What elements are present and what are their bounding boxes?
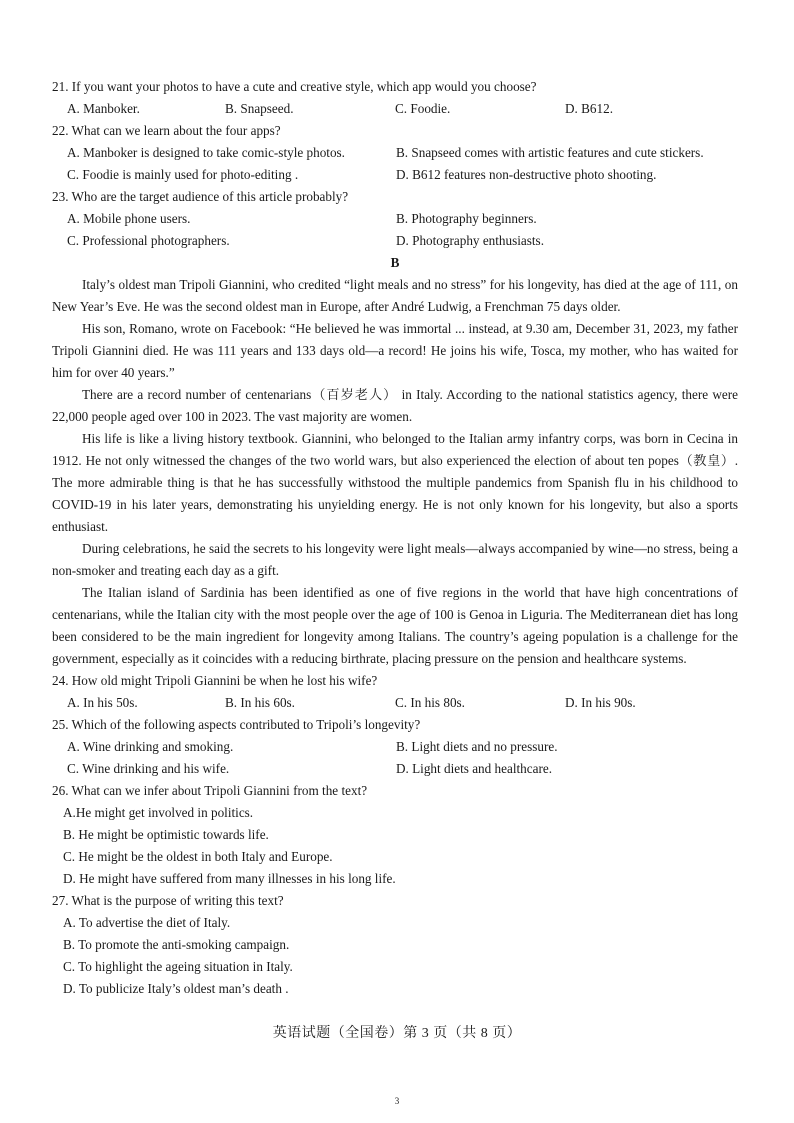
option-c: C. Professional photographers. (67, 233, 230, 248)
option-d: D. To publicize Italy’s oldest man’s death . (63, 981, 289, 996)
question-25: 25. Which of the following aspects contributed to Tripoli’s longevity? (52, 717, 421, 732)
option-c: C. He might be the oldest in both Italy and Europe. (63, 849, 333, 864)
passage-paragraph-3: There are a record number of centenarians（百岁老人） in Italy. According to the national statistics agency, there were 22,000 people aged over 100 in 2023. The vast majority are women. (52, 387, 738, 424)
option-d: D. Photography enthusiasts. (396, 233, 544, 248)
option-d: D. In his 90s. (565, 695, 636, 710)
question-22-options-row1 (52, 142, 738, 164)
question-21: 21. If you want your photos to have a cute and creative style, which app would you choose? (52, 79, 537, 94)
passage-paragraph-1: Italy’s oldest man Tripoli Giannini, who credited “light meals and no stress” for his longevity, has died at the age of 111, on New Year’s Eve. He was the second oldest man in Europe, after André Ludwig, a Frenchman 75 days older. (52, 277, 738, 314)
question-26: 26. What can we infer about Tripoli Giannini from the text? (52, 783, 368, 798)
option-a: A. In his 50s. (67, 695, 138, 710)
option-b: B. To promote the anti-smoking campaign. (63, 937, 290, 952)
question-21-options (52, 98, 738, 120)
question-25-options-row2 (52, 758, 738, 780)
option-a: A. Manboker. (67, 101, 140, 116)
question-24-options (52, 692, 738, 714)
option-c: C. Wine drinking and his wife. (67, 761, 230, 776)
option-b: B. Photography beginners. (396, 211, 537, 226)
option-d: D. B612 features non-destructive photo shooting. (396, 167, 657, 182)
option-a: A. Mobile phone users. (67, 211, 191, 226)
question-22-options-row2 (52, 164, 738, 186)
question-24: 24. How old might Tripoli Giannini be when he lost his wife? (52, 673, 378, 688)
option-b: B. Snapseed. (225, 101, 294, 116)
option-b: B. Snapseed comes with artistic features and cute stickers. (396, 145, 704, 160)
option-c: C. To highlight the ageing situation in Italy. (63, 959, 293, 974)
exam-page (52, 76, 738, 1000)
option-a: A. Wine drinking and smoking. (67, 739, 234, 754)
question-23-options-row2 (52, 230, 738, 252)
option-c: C. In his 80s. (395, 695, 465, 710)
section-heading-b: B (390, 255, 400, 270)
question-27: 27. What is the purpose of writing this text? (52, 893, 284, 908)
option-d: D. B612. (565, 101, 613, 116)
option-b: B. Light diets and no pressure. (396, 739, 558, 754)
page-number: 3 (394, 1096, 400, 1106)
question-23-options-row1 (52, 208, 738, 230)
passage-paragraph-4: His life is like a living history textbook. Giannini, who belonged to the Italian army infantry corps, was born in Cecina in 1912. He not only witnessed the changes of the two world wars, but also experienced the election of about ten popes（教皇）. The more admirable thing is that he has successfully withstood the multiple pandemics from Spanish flu in his childhood to COVID-19 in his later years, demonstrating his unyielding energy. He is not only known for his longevity, but also a sports enthusiast. (52, 431, 738, 534)
option-a: A. To advertise the diet of Italy. (63, 915, 231, 930)
option-d: D. He might have suffered from many illnesses in his long life. (63, 871, 396, 886)
option-b: B. In his 60s. (225, 695, 295, 710)
question-25-options-row1 (52, 736, 738, 758)
passage-paragraph-5: During celebrations, he said the secrets to his longevity were light meals—always accompanied by wine—no stress, being a non-smoker and treating each day as a gift. (52, 541, 738, 578)
option-c: C. Foodie. (395, 101, 451, 116)
option-d: D. Light diets and healthcare. (396, 761, 552, 776)
page-footer: 英语试题（全国卷）第 3 页（共 8 页） (272, 1026, 522, 1041)
question-22: 22. What can we learn about the four apps? (52, 123, 281, 138)
passage-paragraph-6: The Italian island of Sardinia has been identified as one of five regions in the world that have high concentrations of centenarians, while the Italian city with the most people over the age of 100 is Genoa in Liguria. The Mediterranean diet has long been considered to be the main ingredient for longevity among Italians. The country’s ageing population is a challenge for the government, especially as it coincides with a reducing birthrate, placing pressure on the pension and healthcare systems. (52, 585, 738, 666)
passage-paragraph-2: His son, Romano, wrote on Facebook: “He believed he was immortal ... instead, at 9.30 am, December 31, 2023, my father Tripoli Giannini died. He was 111 years and 133 days old—a record! He joins his wife, Tosca, my mother, who has waited for him for over 40 years.” (52, 321, 738, 380)
question-23: 23. Who are the target audience of this article probably? (52, 189, 349, 204)
option-b: B. He might be optimistic towards life. (63, 827, 269, 842)
option-a: A. Manboker is designed to take comic-style photos. (67, 145, 345, 160)
option-c: C. Foodie is mainly used for photo-editing . (67, 167, 299, 182)
option-a: A.He might get involved in politics. (63, 805, 254, 820)
